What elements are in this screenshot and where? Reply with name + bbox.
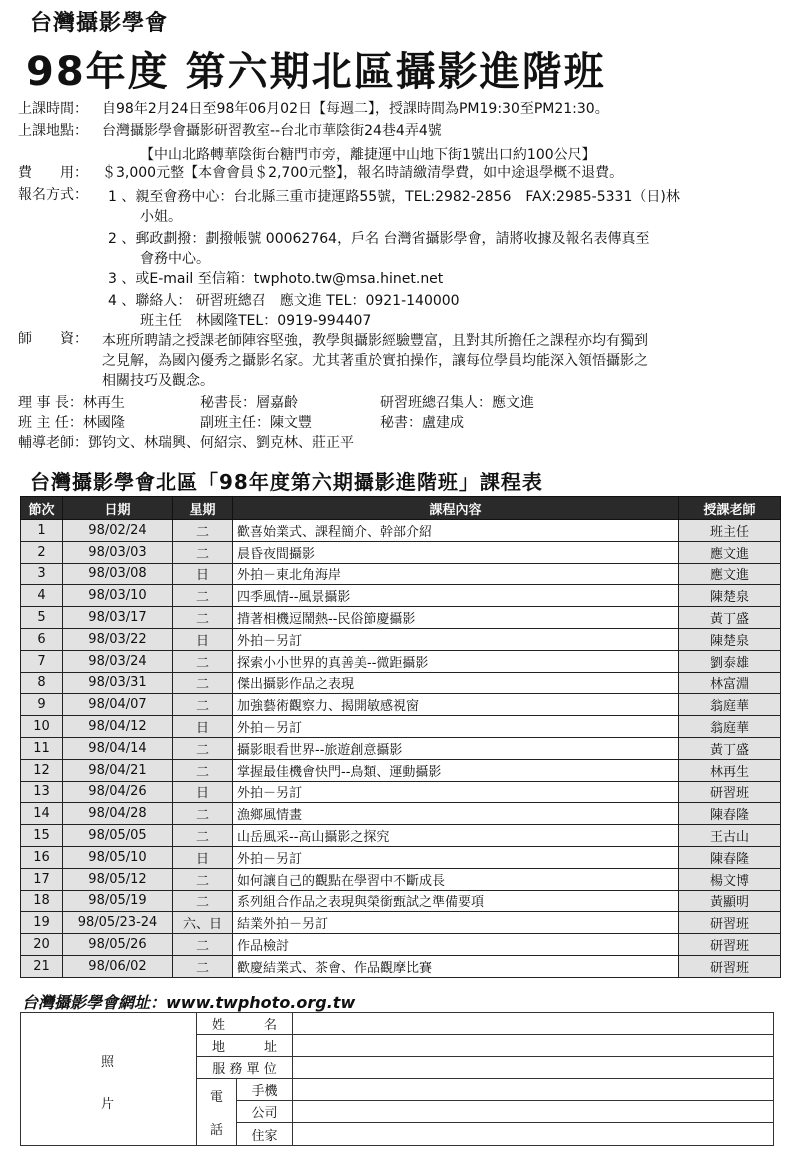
topic-cell: 傑出攝影作品之表現 [233, 672, 679, 694]
registration-item-2: 2 、郵政劃撥：劃撥帳號 00062764，戶名 台灣省攝影學會，請將收據及報名表傳真至 [108, 231, 650, 247]
weekday-cell: 日 [173, 563, 233, 585]
session-cell: 6 [21, 628, 63, 650]
staff-advisors: 輔導老師：鄧钧文、林瑞興、何紹宗、劉克林、莊正平 [18, 435, 354, 451]
topic-cell: 系列組合作品之表現與榮銜甄試之準備要項 [233, 890, 679, 912]
table-row [21, 803, 781, 825]
class-place-value: 台灣攝影學會攝影研習教室--台北市華陰街24巷4弄4號 [102, 123, 442, 139]
session-cell: 9 [21, 694, 63, 716]
date-cell: 98/04/28 [63, 803, 173, 825]
teacher-cell: 黃顯明 [679, 890, 781, 912]
topic-cell: 外拍－另訂 [233, 846, 679, 868]
home-phone-label: 住家 [237, 1123, 293, 1145]
date-cell: 98/04/14 [63, 737, 173, 759]
column-header-weekday: 星期 [173, 497, 233, 520]
teacher-cell: 黃丁盛 [679, 607, 781, 629]
weekday-cell: 日 [173, 628, 233, 650]
table-row [21, 868, 781, 890]
teacher-cell: 研習班 [679, 934, 781, 956]
table-row [21, 672, 781, 694]
session-cell: 17 [21, 868, 63, 890]
date-cell: 98/03/08 [63, 563, 173, 585]
topic-cell: 山岳風采--高山攝影之探究 [233, 825, 679, 847]
weekday-cell: 日 [173, 781, 233, 803]
session-cell: 7 [21, 650, 63, 672]
session-cell: 8 [21, 672, 63, 694]
table-row [21, 934, 781, 956]
class-place-row [18, 122, 788, 142]
fee-value: ＄3,000元整【本會會員＄2,700元整】，報名時請繳清學費，如中途退學概不退費。 [102, 165, 624, 181]
date-cell: 98/05/26 [63, 934, 173, 956]
topic-cell: 歡喜始業式、課程簡介、幹部介紹 [233, 520, 679, 542]
phone-label-2: 話 [209, 1123, 223, 1138]
weekday-cell: 二 [173, 585, 233, 607]
teacher-cell: 陳春隆 [679, 846, 781, 868]
class-place-label: 上課地點： [18, 123, 88, 139]
staff-convener: 研習班總召集人：應文進 [380, 395, 534, 411]
date-cell: 98/03/24 [63, 650, 173, 672]
table-row [21, 825, 781, 847]
photo-label-1: 照 [101, 1055, 115, 1070]
table-row [21, 607, 781, 629]
staff-secretary: 秘書：盧建成 [380, 415, 464, 431]
fee-label: 費 用： [18, 165, 88, 181]
session-cell: 18 [21, 890, 63, 912]
page-title: 98年度 第六期北區攝影進階班 [26, 49, 606, 95]
registration-form [20, 1012, 774, 1146]
teacher-cell: 研習班 [679, 912, 781, 934]
weekday-cell: 二 [173, 694, 233, 716]
weekday-cell: 二 [173, 607, 233, 629]
work-unit-field[interactable] [293, 1057, 773, 1079]
staff-secretary-general: 秘書長：層嘉齡 [200, 395, 298, 411]
work-unit-label: 服 務 單 位 [197, 1057, 293, 1079]
photo-box [21, 1013, 197, 1145]
home-phone-field[interactable] [293, 1123, 773, 1145]
date-cell: 98/05/19 [63, 890, 173, 912]
column-header-session: 節次 [21, 497, 63, 520]
weekday-cell: 日 [173, 846, 233, 868]
session-cell: 10 [21, 716, 63, 738]
session-cell: 5 [21, 607, 63, 629]
topic-cell: 外拍－另訂 [233, 716, 679, 738]
photo-label-2: 片 [101, 1097, 115, 1112]
session-cell: 3 [21, 563, 63, 585]
session-cell: 19 [21, 912, 63, 934]
teachers-line-2: 之見解，為國內優秀之攝影名家。尤其著重於實拍操作，讓每位學員均能深入領悟攝影之 [102, 353, 648, 369]
class-time-label: 上課時間： [18, 101, 88, 117]
weekday-cell: 二 [173, 803, 233, 825]
teacher-cell: 陳楚泉 [679, 628, 781, 650]
weekday-cell: 二 [173, 934, 233, 956]
teacher-cell: 應文進 [679, 541, 781, 563]
session-cell: 21 [21, 955, 63, 977]
registration-item-1-cont: 小姐。 [140, 209, 182, 225]
teacher-cell: 應文進 [679, 563, 781, 585]
table-row [21, 650, 781, 672]
date-cell: 98/05/23-24 [63, 912, 173, 934]
class-time-value: 自98年2月24日至98年06月02日【每週二】，授課時間為PM19:30至PM21:30。 [102, 101, 609, 117]
staff-chairman: 理 事 長：林再生 [18, 395, 125, 411]
topic-cell: 結業外拍－另訂 [233, 912, 679, 934]
teacher-cell: 陳楚泉 [679, 585, 781, 607]
registration-item-4-director: 班主任 林國隆TEL：0919-994407 [140, 313, 372, 329]
table-row [21, 563, 781, 585]
date-cell: 98/03/03 [63, 541, 173, 563]
teacher-cell: 劉泰雄 [679, 650, 781, 672]
table-row [21, 890, 781, 912]
column-header-teacher: 授課老師 [679, 497, 781, 520]
teachers-label: 師 資： [18, 331, 88, 347]
weekday-cell: 二 [173, 737, 233, 759]
office-phone-field[interactable] [293, 1101, 773, 1123]
topic-cell: 外拍－另訂 [233, 781, 679, 803]
session-cell: 14 [21, 803, 63, 825]
weekday-cell: 二 [173, 650, 233, 672]
table-row [21, 520, 781, 542]
registration-item-4-contact: 4 、聯絡人： 研習班總召 應文進 TEL：0921-140000 [108, 293, 460, 309]
weekday-cell: 二 [173, 868, 233, 890]
topic-cell: 晨昏夜間攝影 [233, 541, 679, 563]
class-time-row [18, 100, 788, 120]
name-label: 姓 名 [197, 1013, 293, 1035]
weekday-cell: 二 [173, 955, 233, 977]
phone-label [197, 1079, 237, 1145]
topic-cell: 如何讓自己的觀點在學習中不斷成長 [233, 868, 679, 890]
date-cell: 98/03/10 [63, 585, 173, 607]
course-table-heading: 台灣攝影學會北區「98年度第六期攝影進階班」課程表 [30, 470, 543, 494]
teacher-cell: 黃丁盛 [679, 737, 781, 759]
teacher-cell: 王古山 [679, 825, 781, 847]
topic-cell: 漁鄉風情畫 [233, 803, 679, 825]
weekday-cell: 二 [173, 672, 233, 694]
course-table [20, 496, 781, 978]
weekday-cell: 二 [173, 520, 233, 542]
topic-cell: 加強藝術觀察力、揭開敏感視窗 [233, 694, 679, 716]
address-field[interactable] [293, 1035, 773, 1057]
date-cell: 98/04/21 [63, 759, 173, 781]
teacher-cell: 班主任 [679, 520, 781, 542]
session-cell: 20 [21, 934, 63, 956]
date-cell: 98/05/12 [63, 868, 173, 890]
date-cell: 98/03/22 [63, 628, 173, 650]
mobile-field[interactable] [293, 1079, 773, 1101]
table-row [21, 585, 781, 607]
organization-name: 台灣攝影學會 [30, 11, 169, 36]
fee-row [18, 164, 788, 184]
name-field[interactable] [293, 1013, 773, 1035]
session-cell: 16 [21, 846, 63, 868]
column-header-content: 課程內容 [233, 497, 679, 520]
table-row [21, 781, 781, 803]
topic-cell: 外拍－東北角海岸 [233, 563, 679, 585]
office-phone-label: 公司 [237, 1101, 293, 1123]
topic-cell: 探索小小世界的真善美--微距攝影 [233, 650, 679, 672]
date-cell: 98/02/24 [63, 520, 173, 542]
staff-class-director: 班 主 任：林國隆 [18, 415, 125, 431]
weekday-cell: 二 [173, 759, 233, 781]
teacher-cell: 陳春隆 [679, 803, 781, 825]
website-link[interactable]: 台灣攝影學會網址：www.twphoto.org.tw [22, 993, 356, 1012]
date-cell: 98/04/12 [63, 716, 173, 738]
mobile-label: 手機 [237, 1079, 293, 1101]
table-row [21, 846, 781, 868]
teacher-cell: 林再生 [679, 759, 781, 781]
staff-deputy-director: 副班主任：陳文豐 [200, 415, 312, 431]
teacher-cell: 研習班 [679, 955, 781, 977]
table-row [21, 628, 781, 650]
teacher-cell: 翁庭華 [679, 716, 781, 738]
weekday-cell: 二 [173, 541, 233, 563]
table-row [21, 955, 781, 977]
teacher-cell: 楊文博 [679, 868, 781, 890]
session-cell: 1 [21, 520, 63, 542]
session-cell: 13 [21, 781, 63, 803]
topic-cell: 掌握最佳機會快門--鳥類、運動攝影 [233, 759, 679, 781]
teacher-cell: 翁庭華 [679, 694, 781, 716]
date-cell: 98/03/31 [63, 672, 173, 694]
date-cell: 98/03/17 [63, 607, 173, 629]
session-cell: 12 [21, 759, 63, 781]
date-cell: 98/05/10 [63, 846, 173, 868]
session-cell: 4 [21, 585, 63, 607]
topic-cell: 攝影眼看世界--旅遊創意攝影 [233, 737, 679, 759]
weekday-cell: 日 [173, 716, 233, 738]
topic-cell: 揹著相機逗鬧熱--民俗節慶攝影 [233, 607, 679, 629]
table-row [21, 759, 781, 781]
date-cell: 98/05/05 [63, 825, 173, 847]
teacher-cell: 研習班 [679, 781, 781, 803]
weekday-cell: 二 [173, 825, 233, 847]
registration-item-1: 1 、親至會務中心：台北縣三重市捷運路55號，TEL:2982-2856 FAX:2985-5331（日)林 [108, 189, 680, 205]
table-row [21, 541, 781, 563]
address-label: 地 址 [197, 1035, 293, 1057]
topic-cell: 作品檢討 [233, 934, 679, 956]
weekday-cell: 二 [173, 890, 233, 912]
session-cell: 11 [21, 737, 63, 759]
teachers-line-3: 相關技巧及觀念。 [102, 373, 214, 389]
table-row [21, 737, 781, 759]
table-row [21, 716, 781, 738]
date-cell: 98/04/07 [63, 694, 173, 716]
topic-cell: 歡慶結業式、茶會、作品觀摩比賽 [233, 955, 679, 977]
registration-label: 報名方式： [18, 187, 88, 203]
weekday-cell: 六、日 [173, 912, 233, 934]
date-cell: 98/04/26 [63, 781, 173, 803]
registration-item-3-email: 3 、或E-mail 至信箱：twphoto.tw@msa.hinet.net [108, 271, 444, 287]
topic-cell: 外拍－另訂 [233, 628, 679, 650]
session-cell: 2 [21, 541, 63, 563]
teacher-cell: 林富淵 [679, 672, 781, 694]
registration-item-2-cont: 會務中心。 [140, 251, 210, 267]
date-cell: 98/06/02 [63, 955, 173, 977]
topic-cell: 四季風情--風景攝影 [233, 585, 679, 607]
session-cell: 15 [21, 825, 63, 847]
class-place-note: 【中山北路轉華陰街台糖門市旁，離捷運中山地下街1號出口約100公尺】 [140, 147, 596, 163]
teachers-line-1: 本班所聘請之授課老師陣容堅強，教學與攝影經驗豐富，且對其所擔任之課程亦均有獨到 [102, 333, 648, 349]
course-table-header [21, 497, 781, 520]
column-header-date: 日期 [63, 497, 173, 520]
phone-label-1: 電 [209, 1090, 223, 1105]
table-row [21, 694, 781, 716]
table-row [21, 912, 781, 934]
